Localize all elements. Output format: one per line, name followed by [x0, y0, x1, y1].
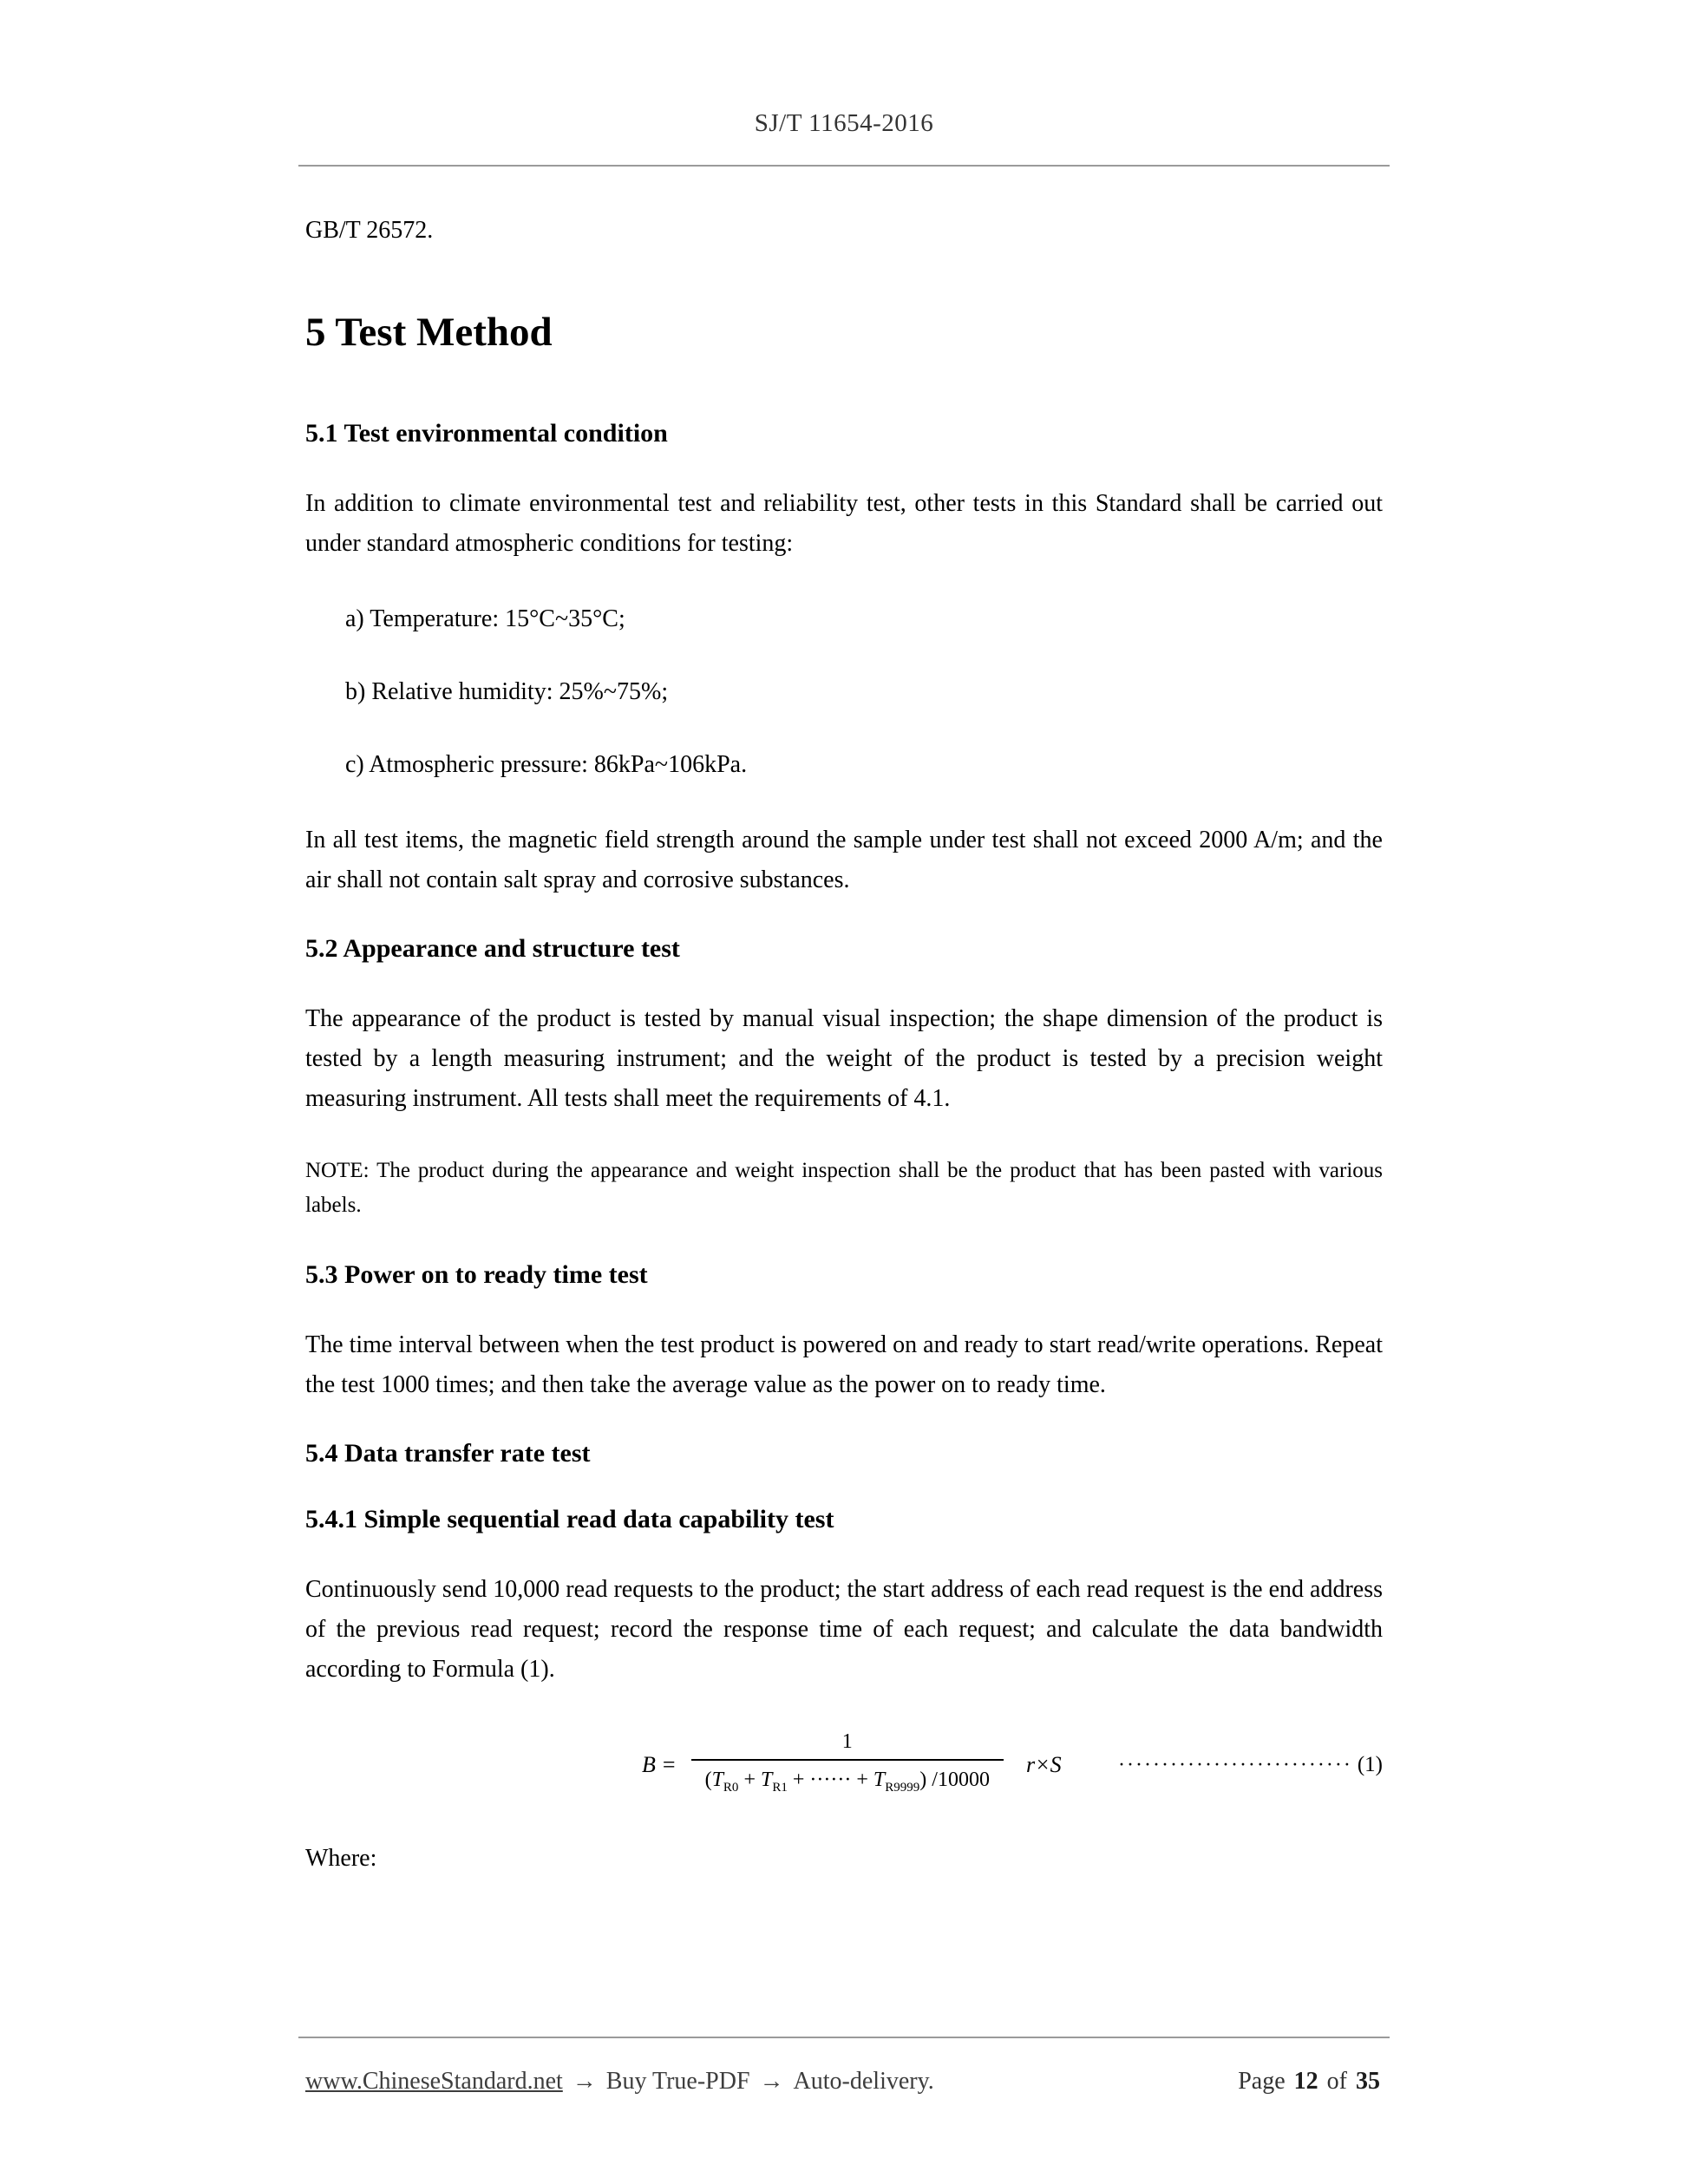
term-tr1-sub: R1 — [772, 1780, 788, 1795]
paragraph-5-4-1-body: Continuously send 10,000 read requests to the product; the start address of each read request is the end address of the previous read request; record the response time of each request; and calculate the data bandwidth according to Formula (1). — [305, 1576, 1383, 1683]
page-header — [0, 109, 1688, 138]
term-tr0-sub: R0 — [723, 1780, 739, 1795]
formula-rhs: r×S — [1025, 1752, 1062, 1778]
paragraph-5-1-intro: In addition to climate environmental test and reliability test, other tests in this Standard shall be carried out under standard atmospheric conditions for testing: — [305, 490, 1383, 557]
fraction-denominator — [691, 1759, 1004, 1800]
footer-site-link[interactable]: www.ChineseStandard.net — [305, 2068, 563, 2095]
of-label: of — [1326, 2068, 1347, 2095]
list-item-temperature: a) Temperature: 15°C~35°C; — [345, 605, 625, 632]
page-footer — [305, 2068, 1383, 2096]
section-5-1-heading: 5.1 Test environmental condition — [305, 419, 668, 448]
term-tr0: T — [711, 1769, 723, 1791]
paren-close: ) — [919, 1769, 927, 1791]
list-item-pressure: c) Atmospheric pressure: 86kPa~106kPa. — [345, 751, 748, 778]
paragraph-5-1-conditions: In all test items, the magnetic field strength around the sample under test shall not exceed 2000 A/m; and the air shall not contain salt spray and corrosive substances. — [305, 827, 1383, 893]
fraction-numerator: 1 — [841, 1730, 853, 1753]
formula-var-b: B — [642, 1752, 656, 1778]
center-dots: ······ — [809, 1769, 852, 1791]
document-content — [305, 217, 1383, 1873]
page-label: Page — [1238, 2068, 1286, 2095]
formula-dot-leader: ··························· — [1118, 1753, 1352, 1776]
note-5-2: NOTE: The product during the appearance and weight inspection shall be the product that has been pasted with various labels. — [305, 1159, 1383, 1217]
plus-sign: + — [792, 1769, 805, 1791]
list-item-humidity: b) Relative humidity: 25%~75%; — [345, 678, 669, 705]
paragraph-5-2-body: The appearance of the product is tested by manual visual inspection; the shape dimension of the product is tested by a length measuring instrument; and the weight of the product is tested by a precision weight measuring instrument. All tests shall meet the requirements of 4.1. — [305, 1005, 1383, 1112]
page-current: 12 — [1293, 2068, 1318, 2095]
footer-buy-label: Buy True-PDF — [605, 2068, 750, 2095]
section-5-4-1-heading: 5.4.1 Simple sequential read data capability test — [305, 1505, 834, 1533]
paragraph-5-3-body: The time interval between when the test product is powered on and ready to start read/write operations. Repeat the test 1000 times; and then take the average value as the power on to ready time. — [305, 1331, 1383, 1398]
formula-number: (1) — [1357, 1753, 1383, 1777]
equals-sign: = — [662, 1752, 676, 1778]
term-tr9999: T — [873, 1769, 886, 1791]
footer-divider — [298, 2037, 1390, 2038]
footer-delivery-label: Auto-delivery. — [793, 2068, 934, 2095]
chapter-heading: 5 Test Method — [305, 310, 553, 355]
section-5-4-heading: 5.4 Data transfer rate test — [305, 1439, 591, 1468]
section-5-2-heading: 5.2 Appearance and structure test — [305, 934, 680, 963]
page-indicator — [1238, 2068, 1383, 2096]
section-5-3-heading: 5.3 Power on to ready time test — [305, 1260, 648, 1289]
formula-1 — [305, 1731, 1383, 1800]
standard-number: SJ/T 11654-2016 — [754, 109, 934, 137]
term-tr1: T — [760, 1769, 773, 1791]
arrow-icon: → — [759, 2068, 784, 2095]
reference-text: GB/T 26572. — [305, 217, 434, 244]
formula-fraction — [691, 1731, 1004, 1800]
header-divider — [298, 165, 1390, 167]
arrow-icon: → — [572, 2068, 597, 2095]
plus-sign: + — [856, 1769, 868, 1791]
term-tr9999-sub: R9999 — [885, 1780, 920, 1795]
plus-sign: + — [743, 1769, 756, 1791]
page-total: 35 — [1356, 2068, 1380, 2095]
paren-open: ( — [704, 1769, 712, 1791]
formula-lhs — [642, 1752, 676, 1778]
where-label: Where: — [305, 1844, 377, 1872]
divisor: /10000 — [932, 1769, 990, 1791]
